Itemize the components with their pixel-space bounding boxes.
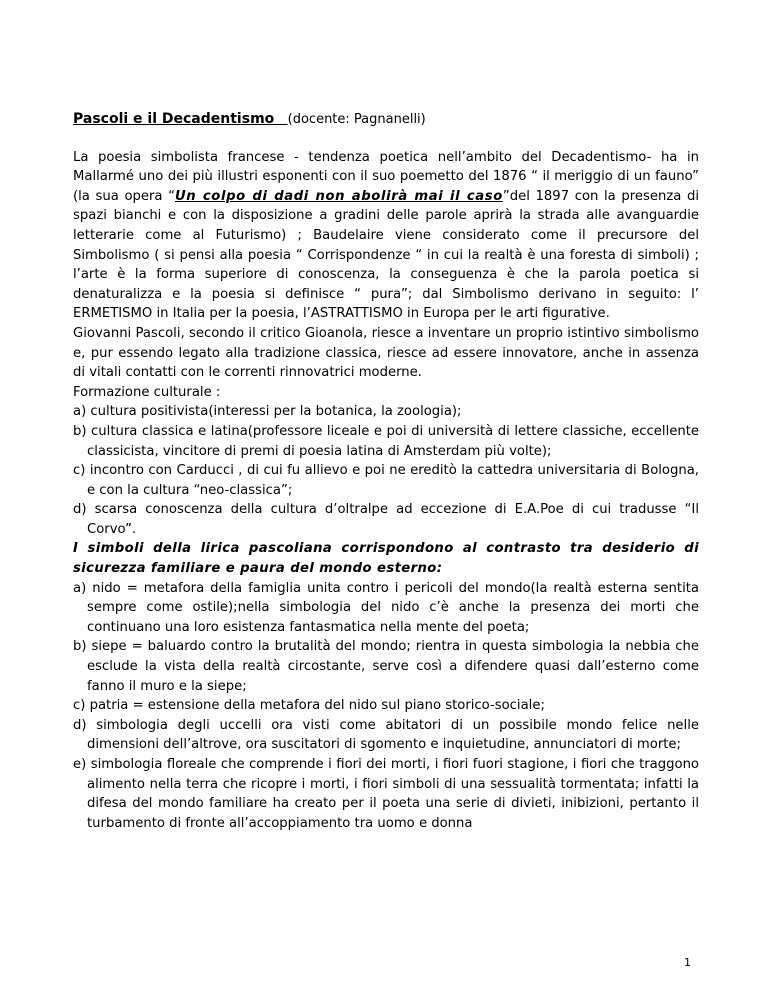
pascoli-paragraph: Giovanni Pascoli, secondo il critico Gioanola, riesce a inventare un proprio istintivo simbolismo e, pur essendo legato alla tradizione classica, riesce ad essere innovatore, anche in assenza di vitali contatti con le correnti rinnovatrici moderne. xyxy=(73,325,699,381)
teacher-label: (docente: Pagnanelli) xyxy=(287,112,426,127)
list-item: a) cultura positivista(interessi per la botanica, la zoologia); xyxy=(73,404,462,420)
intro-text-part2: ”del 1897 con la presenza di spazi bianchi e con la disposizione a gradini delle parole aprirà la strada alle avanguardie letterarie come al Futurismo) ; Baudelaire viene considerato come il precursore del Simbolismo ( si pensi alla poesia “ Corrispondenze “ in cui la realtà è una foresta di simboli) ; l’arte è la forma superiore di conoscenza, la conseguenza è che la parola poetica si denaturalizza e la poesia si definisce “ pura”; dal Simbolismo derivano in seguito: l’ ERMETISMO in Italia per la poesia, l’ASTRATTISMO in Europa per le arti figurative. xyxy=(73,188,699,322)
list-item: d) scarsa conoscenza della cultura d’oltralpe ad eccezione di E.A.Poe di cui tradusse “Il Corvo”. xyxy=(73,502,699,537)
list-item: a) nido = metafora della famiglia unita contro i pericoli del mondo(la realtà esterna sentita sempre come ostile);nella simbologia del nido c’è anche la presenza dei morti che continuano una loro esistenza fantasmatica nella mente del poeta; xyxy=(73,580,699,635)
intro-text-part1: La poesia simbolista francese - tendenza poetica nell’ambito del Decadentismo- ha in Mallarmé uno dei più illustri esponenti con il suo poemetto del 1876 “ il meriggio di un fauno” (la sua opera “ xyxy=(73,149,699,204)
title-underline-gap xyxy=(274,111,287,127)
formazione-list xyxy=(73,402,699,539)
list-item: d) simbologia degli uccelli ora visti come abitatori di un possibile mondo felice nelle dimensioni dell’altrove, ora suscitatori di sgomento e inquietudine, annunciatori di morte; xyxy=(73,717,699,753)
simboli-heading: I simboli della lirica pascoliana corrispondono al contrasto tra desiderio di sicurezza familiare e paura del mondo esterno: xyxy=(73,541,699,577)
list-item: c) incontro con Carducci , di cui fu allievo e poi ne ereditò la cattedra universitaria di Bologna, e con la cultura “neo-classica”; xyxy=(73,463,699,498)
work-title-emphasis: Un colpo di dadi non abolirà mai il caso xyxy=(174,188,503,204)
page-number: 1 xyxy=(684,956,691,969)
document-page xyxy=(73,110,699,833)
list-item: b) cultura classica e latina(professore liceale e poi di università di lettere classiche, eccellente classicista, vincitore di premi di poesia latina di Amsterdam più volte); xyxy=(73,423,699,459)
list-item: e) simbologia floreale che comprende i fiori dei morti, i fiori fuori stagione, i fiori che traggono alimento nella terra che ricopre i morti, i fiori simboli di una sessualità tormentata; infatti la difesa del mondo familiare ha creato per il poeta una serie di divieti, inibizioni, pertanto il turbamento di fronte all’accoppiamento tra uomo e donna xyxy=(73,757,699,831)
title-line xyxy=(73,110,699,130)
simboli-list xyxy=(73,579,699,834)
formazione-heading: Formazione culturale : xyxy=(73,384,221,400)
intro-paragraph xyxy=(73,148,699,324)
list-item: b) siepe = baluardo contro la brutalità del mondo; rientra in questa simbologia la nebbia che esclude la vista della realtà circostante, serve così a difendere quasi dall’esterno come fanno il muro e la siepe; xyxy=(73,639,699,694)
list-item: c) patria = estensione della metafora del nido sul piano storico-sociale; xyxy=(73,698,545,714)
document-title: Pascoli e il Decadentismo xyxy=(73,111,275,127)
